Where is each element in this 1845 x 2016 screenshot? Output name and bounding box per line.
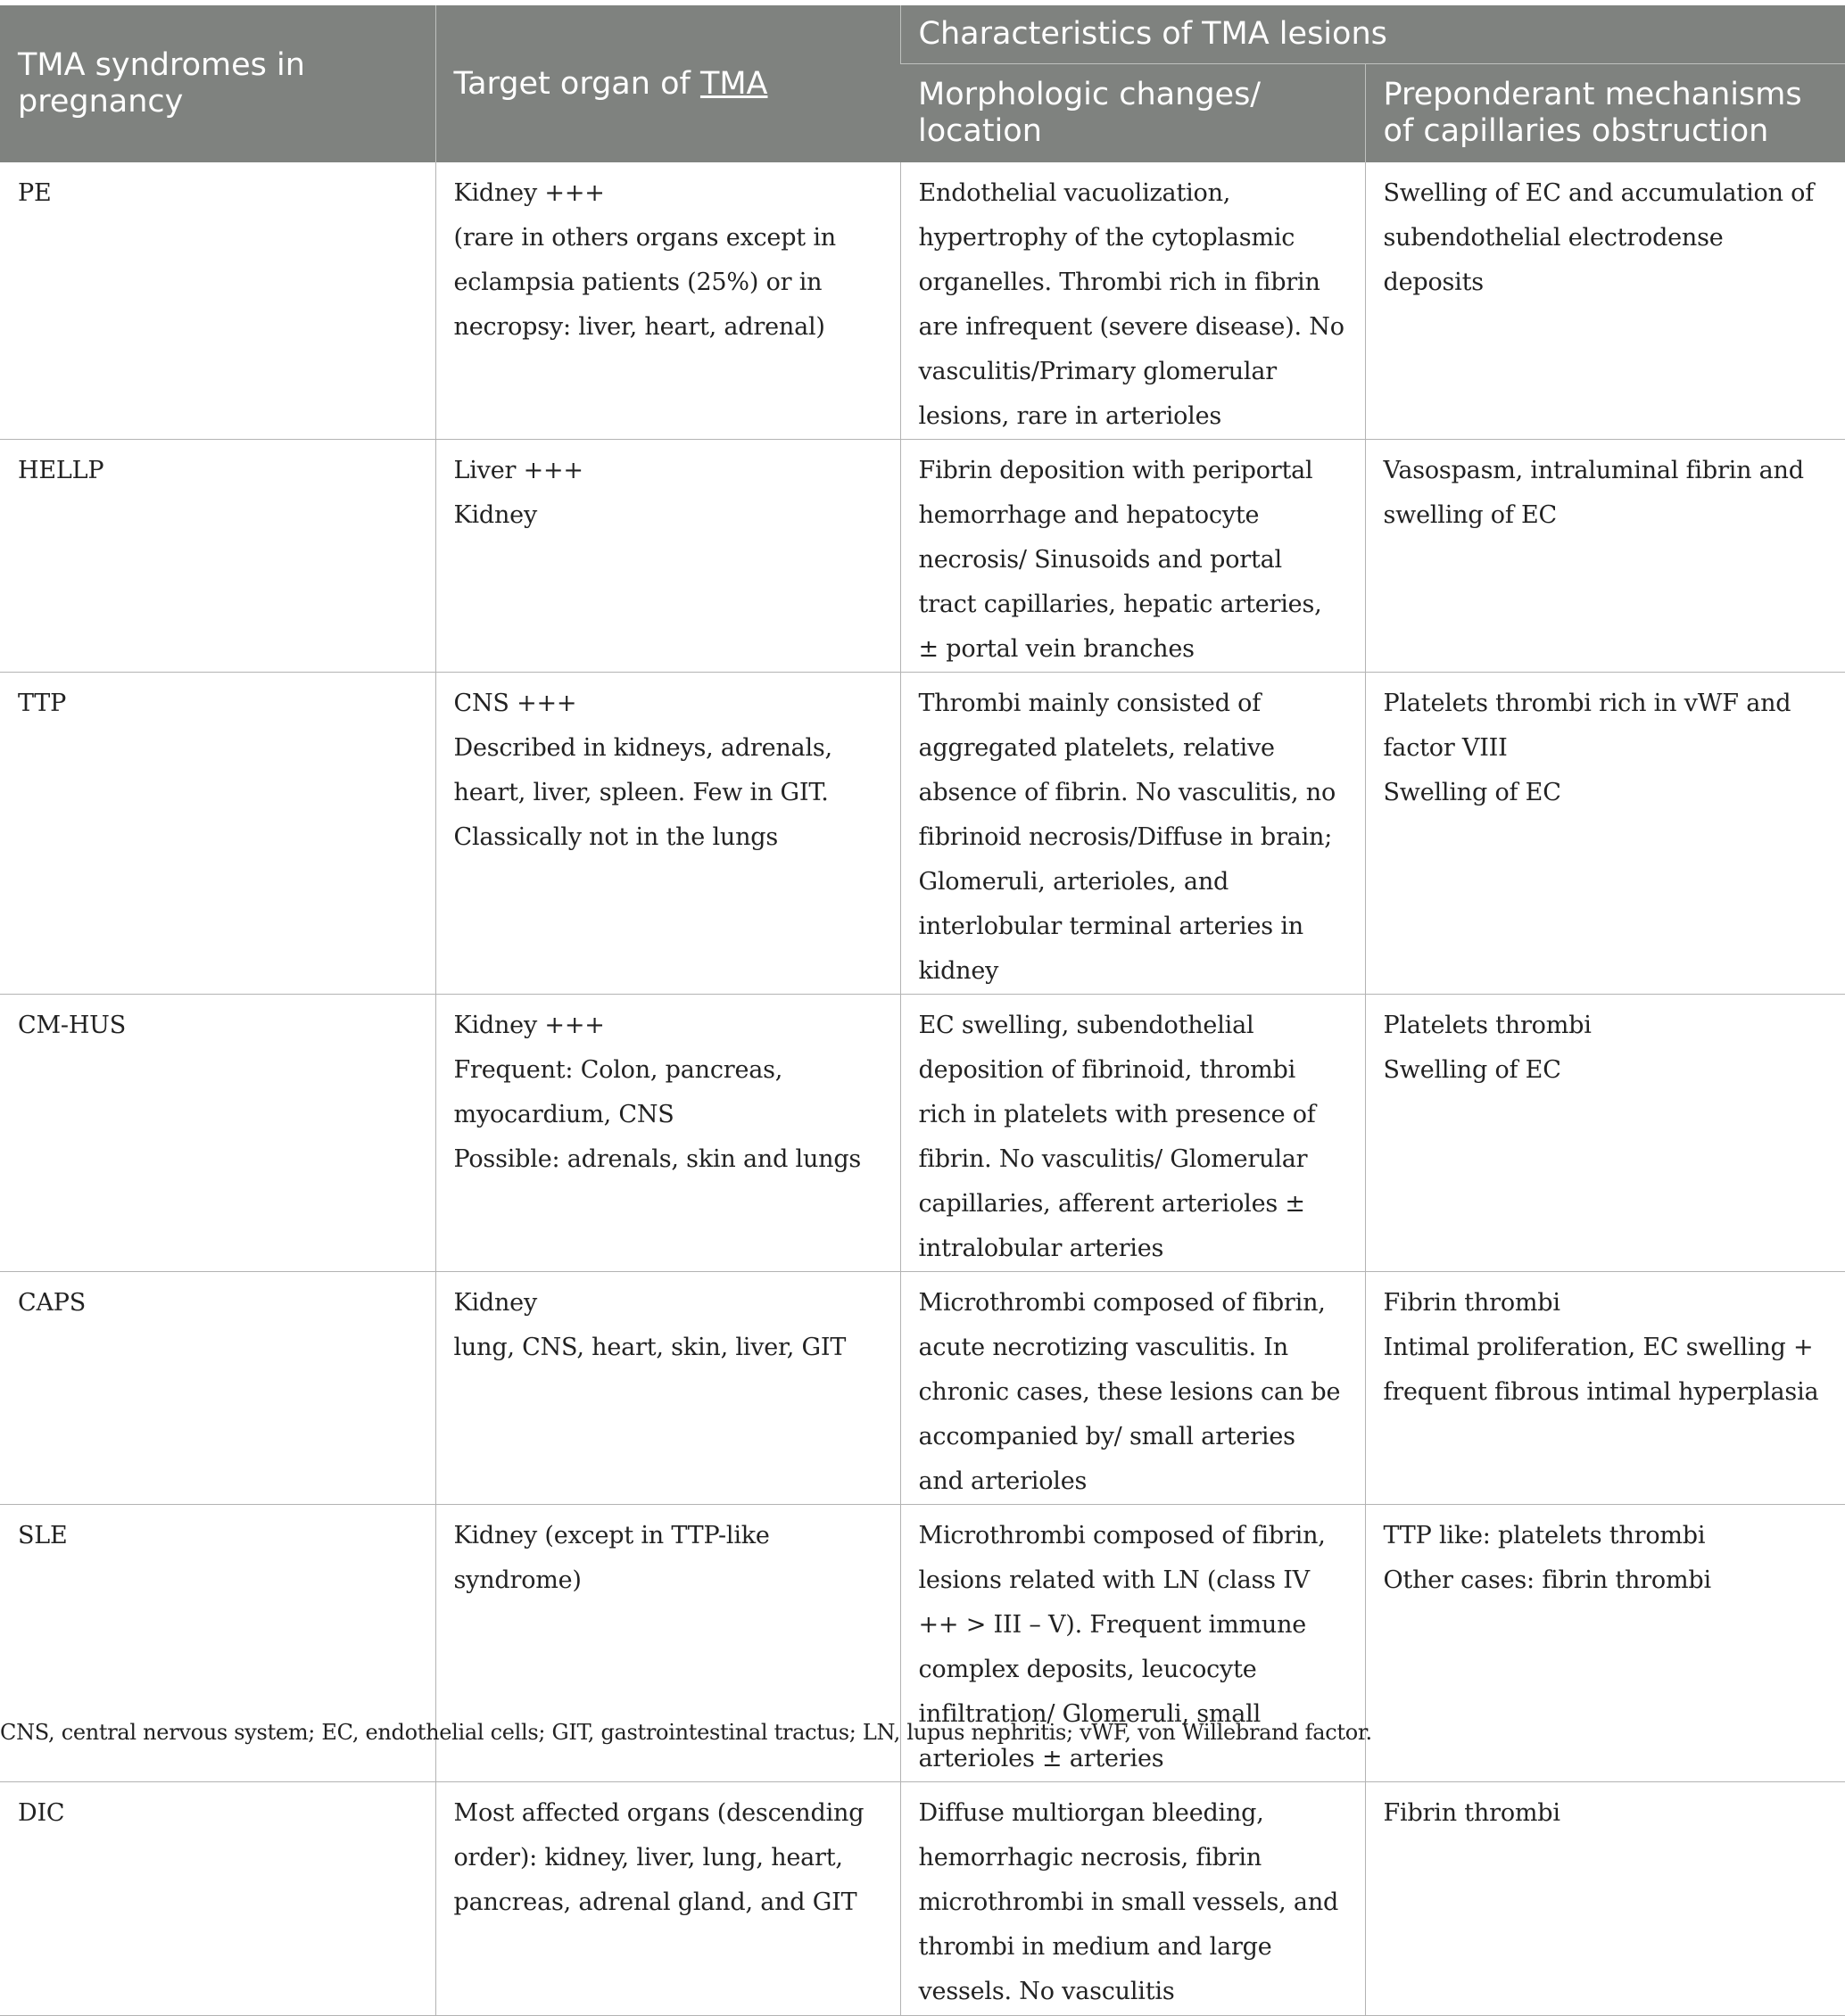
cell-target-organ: [435, 1272, 900, 1505]
target-line: CNS +++: [453, 690, 577, 717]
target-line: Described in kidneys, adrenals, heart, liver, spleen. Few in GIT. Classically not in the lungs: [453, 734, 832, 851]
cell-morphology: Diffuse multiorgan bleeding, hemorrhagic necrosis, fibrin microthrombi in small vessels, and thrombi in medium and large vessels. No vasculitis: [900, 1782, 1365, 2016]
target-line: Kidney (except in TTP-like syndrome): [453, 1522, 770, 1594]
mechanism-line: Other cases: fibrin thrombi: [1383, 1566, 1711, 1594]
cell-morphology: EC swelling, subendothelial deposition of fibrinoid, thrombi rich in platelets with presence of fibrin. No vasculitis/ Glomerular capillaries, afferent arterioles ± intralobular arteries: [900, 995, 1365, 1272]
mechanism-line: Swelling of EC and accumulation of subendothelial electrodense deposits: [1383, 179, 1814, 296]
table-row: [0, 162, 1845, 440]
cell-syndrome: PE: [0, 162, 435, 440]
cell-target-organ: [435, 1782, 900, 2016]
header-target-organ: [435, 5, 900, 162]
table-header: [0, 5, 1845, 162]
cell-morphology: Thrombi mainly consisted of aggregated platelets, relative absence of fibrin. No vasculitis, no fibrinoid necrosis/Diffuse in brain; Glomeruli, arterioles, and interlobular terminal arteries in kidney: [900, 673, 1365, 995]
cell-syndrome: SLE: [0, 1505, 435, 1782]
cell-mechanism: [1365, 995, 1845, 1272]
tma-link[interactable]: TMA: [699, 65, 768, 102]
cell-morphology: Microthrombi composed of fibrin, acute necrotizing vasculitis. In chronic cases, these lesions can be accompanied by/ small arteries and arterioles: [900, 1272, 1365, 1505]
table-row: [0, 673, 1845, 995]
cell-mechanism: [1365, 162, 1845, 440]
table-row: [0, 1272, 1845, 1505]
cell-syndrome: TTP: [0, 673, 435, 995]
target-line: Frequent: Colon, pancreas, myocardium, CNS: [453, 1056, 783, 1128]
cell-mechanism: [1365, 1782, 1845, 2016]
table-row: [0, 1782, 1845, 2016]
table-row: [0, 995, 1845, 1272]
cell-syndrome: CM-HUS: [0, 995, 435, 1272]
target-line: (rare in others organs except in eclampsia patients (25%) or in necropsy: liver, heart, adrenal): [453, 224, 836, 341]
target-line: Liver +++: [453, 457, 583, 484]
cell-mechanism: [1365, 440, 1845, 673]
cell-target-organ: [435, 673, 900, 995]
mechanism-line: TTP like: platelets thrombi: [1383, 1522, 1706, 1549]
mechanism-line: Vasospasm, intraluminal fibrin and swelling of EC: [1383, 457, 1804, 529]
cell-mechanism: [1365, 673, 1845, 995]
mechanism-line: Swelling of EC: [1383, 1056, 1561, 1084]
cell-syndrome: DIC: [0, 1782, 435, 2016]
table-footnote: CNS, central nervous system; EC, endothelial cells; GIT, gastrointestinal tractus; LN, lupus nephritis; vWF, von Willebrand factor.: [0, 1720, 1372, 1745]
header-syndromes: TMA syndromes in pregnancy: [0, 5, 435, 162]
mechanism-line: Swelling of EC: [1383, 779, 1561, 806]
tma-table: [0, 5, 1845, 2016]
mechanism-line: Platelets thrombi: [1383, 1012, 1592, 1039]
target-line: Possible: adrenals, skin and lungs: [453, 1145, 862, 1173]
target-line: Kidney: [453, 501, 538, 529]
target-line: Most affected organs (descending order): kidney, liver, lung, heart, pancreas, adrenal gland, and GIT: [453, 1799, 865, 1916]
cell-mechanism: [1365, 1505, 1845, 1782]
header-mechanism: Preponderant mechanisms of capillaries obstruction: [1365, 64, 1845, 163]
header-target-organ-text: Target organ of: [453, 65, 700, 102]
target-line: Kidney +++: [453, 179, 605, 207]
header-morphology: Morphologic changes/ location: [900, 64, 1365, 163]
mechanism-line: Fibrin thrombi: [1383, 1799, 1560, 1827]
header-characteristics-group: Characteristics of TMA lesions: [900, 5, 1845, 64]
cell-target-organ: [435, 440, 900, 673]
cell-morphology: Endothelial vacuolization, hypertrophy of the cytoplasmic organelles. Thrombi rich in fibrin are infrequent (severe disease). No vasculitis/Primary glomerular lesions, rare in arterioles: [900, 162, 1365, 440]
cell-morphology: Fibrin deposition with periportal hemorrhage and hepatocyte necrosis/ Sinusoids and portal tract capillaries, hepatic arteries, ± portal vein branches: [900, 440, 1365, 673]
target-line: Kidney +++: [453, 1012, 605, 1039]
cell-mechanism: [1365, 1272, 1845, 1505]
target-line: Kidney: [453, 1289, 538, 1317]
table-row: [0, 440, 1845, 673]
mechanism-line: Intimal proliferation, EC swelling + frequent fibrous intimal hyperplasia: [1383, 1334, 1819, 1406]
cell-morphology: Microthrombi composed of fibrin, lesions related with LN (class IV ++ > III – V). Frequent immune complex deposits, leucocyte infiltration/ Glomeruli, small arterioles ± arteries: [900, 1505, 1365, 1782]
target-line: lung, CNS, heart, skin, liver, GIT: [453, 1334, 847, 1361]
mechanism-line: Platelets thrombi rich in vWF and factor VIII: [1383, 690, 1791, 762]
cell-syndrome: CAPS: [0, 1272, 435, 1505]
cell-target-organ: [435, 995, 900, 1272]
tma-table-container: [0, 5, 1845, 2016]
cell-syndrome: HELLP: [0, 440, 435, 673]
mechanism-line: Fibrin thrombi: [1383, 1289, 1560, 1317]
cell-target-organ: [435, 162, 900, 440]
